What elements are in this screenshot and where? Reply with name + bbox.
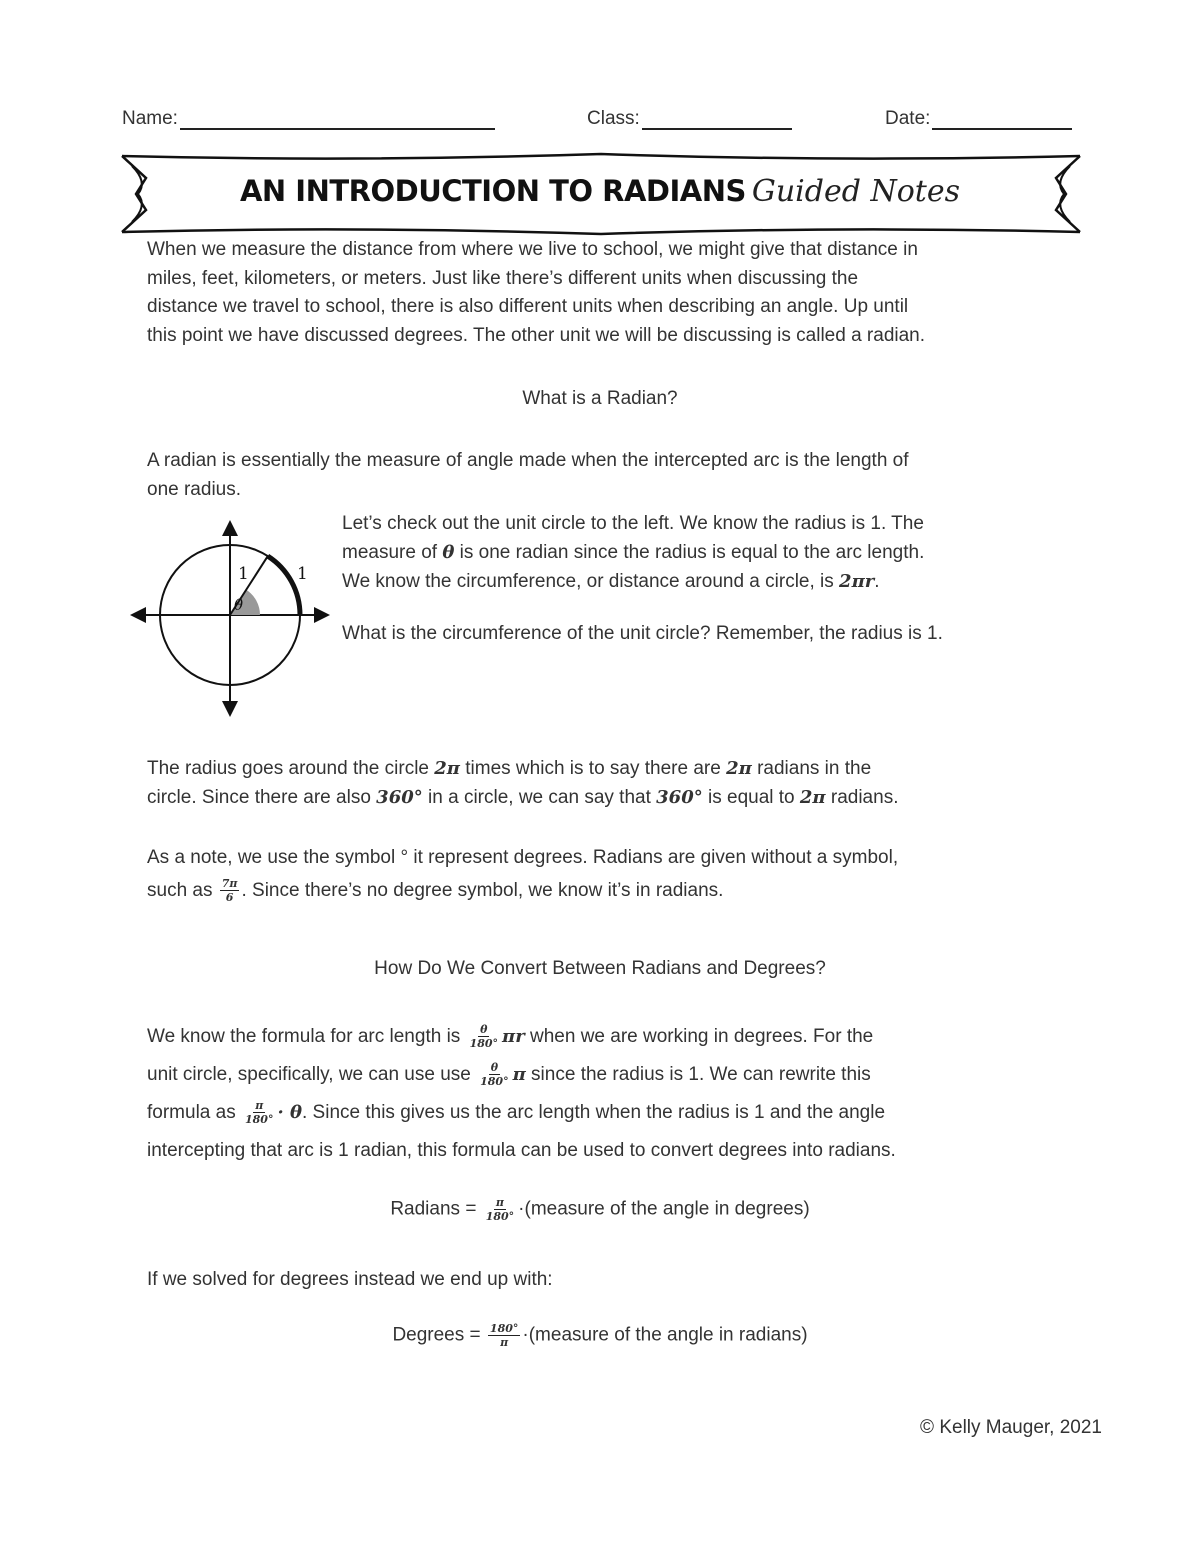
para-line: such as $\frac{7\pi}{6}$ . Since there’s no degree symbol, we know it’s in radians. [147, 877, 724, 905]
name-field [122, 108, 495, 130]
copyright-footer: © Kelly Mauger, 2021 [920, 1417, 1102, 1438]
fraction-180-pi: $\frac{180^\circ}{\pi}$ [489, 1322, 519, 1349]
side-line: measure of θ is one radian since the radius is equal to the arc length. [342, 542, 925, 563]
name-blank[interactable] [180, 110, 495, 130]
intro-line: When we measure the distance from where we live to school, we might give that distance in [147, 239, 918, 260]
para-line: The radius goes around the circle 2π times which is to say there are 2π radians in the [147, 758, 872, 779]
section-heading-what-is-radian: What is a Radian? [522, 388, 678, 409]
para-line: We know the formula for arc length is $\frac{\theta}{180^\circ}$ πr when we are working in degrees. For the [147, 1023, 874, 1051]
side-line: We know the circumference, or distance around a circle, is 2πr. [342, 571, 880, 592]
fraction-pi-180: $\frac{\pi}{180^\circ}$ [485, 1196, 515, 1223]
radians-formula: Radians = $\frac{\pi}{180^\circ}$ ·(measure of the angle in degrees) [390, 1196, 810, 1223]
intro-line: miles, feet, kilometers, or meters. Just like there’s different units when discussing the [147, 267, 859, 289]
theta-label: θ [234, 596, 244, 614]
page-title [0, 174, 1200, 209]
fraction-theta-180: $\frac{\theta}{180^\circ}$ [480, 1061, 509, 1089]
para-line: intercepting that arc is 1 radian, this formula can be used to convert degrees into radians. [147, 1140, 896, 1161]
solve-for-degrees-line: If we solved for degrees instead we end up with: [147, 1269, 553, 1290]
section-heading-convert: How Do We Convert Between Radians and Degrees? [374, 958, 826, 979]
two-pi-paragraph [147, 755, 1062, 812]
convert-paragraph [147, 1018, 1062, 1170]
radius-label: 1 [238, 564, 249, 584]
unit-circle-diagram [130, 518, 330, 718]
fraction-7pi-6: $\frac{7\pi}{6}$ [221, 877, 238, 905]
para-line: circle. Since there are also 360° in a circle, we can say that 360° is equal to 2π radians. [147, 786, 899, 808]
unit-circle-explanation [342, 509, 1072, 596]
radian-definition [147, 447, 1062, 504]
para-line: unit circle, specifically, we can use use $\frac{\theta}{180^\circ}$ π since the radius is 1. We can rewrite this [147, 1061, 871, 1089]
name-label: Name: [122, 108, 178, 129]
intro-line: distance we travel to school, there is also different units when describing an angle. Up until [147, 296, 909, 317]
arc-highlight [268, 556, 300, 615]
para-line: As a note, we use the symbol ° it represent degrees. Radians are given without a symbol, [147, 847, 899, 868]
class-label: Class: [587, 108, 640, 129]
title-main: AN INTRODUCTION TO RADIANS [239, 174, 746, 208]
degrees-formula: Degrees = $\frac{180^\circ}{\pi}$ ·(measure of the angle in radians) [392, 1322, 808, 1349]
side-line: Let’s check out the unit circle to the left. We know the radius is 1. The [342, 513, 924, 534]
date-blank[interactable] [932, 110, 1072, 130]
note-paragraph [147, 841, 1062, 907]
title-script: Guided Notes [751, 174, 960, 209]
intro-line: this point we have discussed degrees. The other unit we will be discussing is called a radian. [147, 324, 926, 346]
class-blank[interactable] [642, 110, 792, 130]
class-field [587, 108, 792, 130]
fraction-theta-180: $\frac{\theta}{180^\circ}$ [469, 1023, 499, 1051]
definition-line: one radius. [147, 478, 242, 500]
fraction-pi-180: $\frac{\pi}{180^\circ}$ [244, 1099, 274, 1127]
date-field [885, 108, 1072, 130]
circumference-question: What is the circumference of the unit circle? Remember, the radius is 1. [342, 623, 943, 644]
date-label: Date: [885, 108, 931, 129]
para-line: formula as $\frac{\pi}{180^\circ}$ · θ. Since this gives us the arc length when the radius is 1 and the angle [147, 1099, 886, 1127]
intro-paragraph [147, 236, 1062, 350]
definition-line: A radian is essentially the measure of angle made when the intercepted arc is the length of [147, 450, 909, 471]
arc-label: 1 [297, 564, 308, 584]
